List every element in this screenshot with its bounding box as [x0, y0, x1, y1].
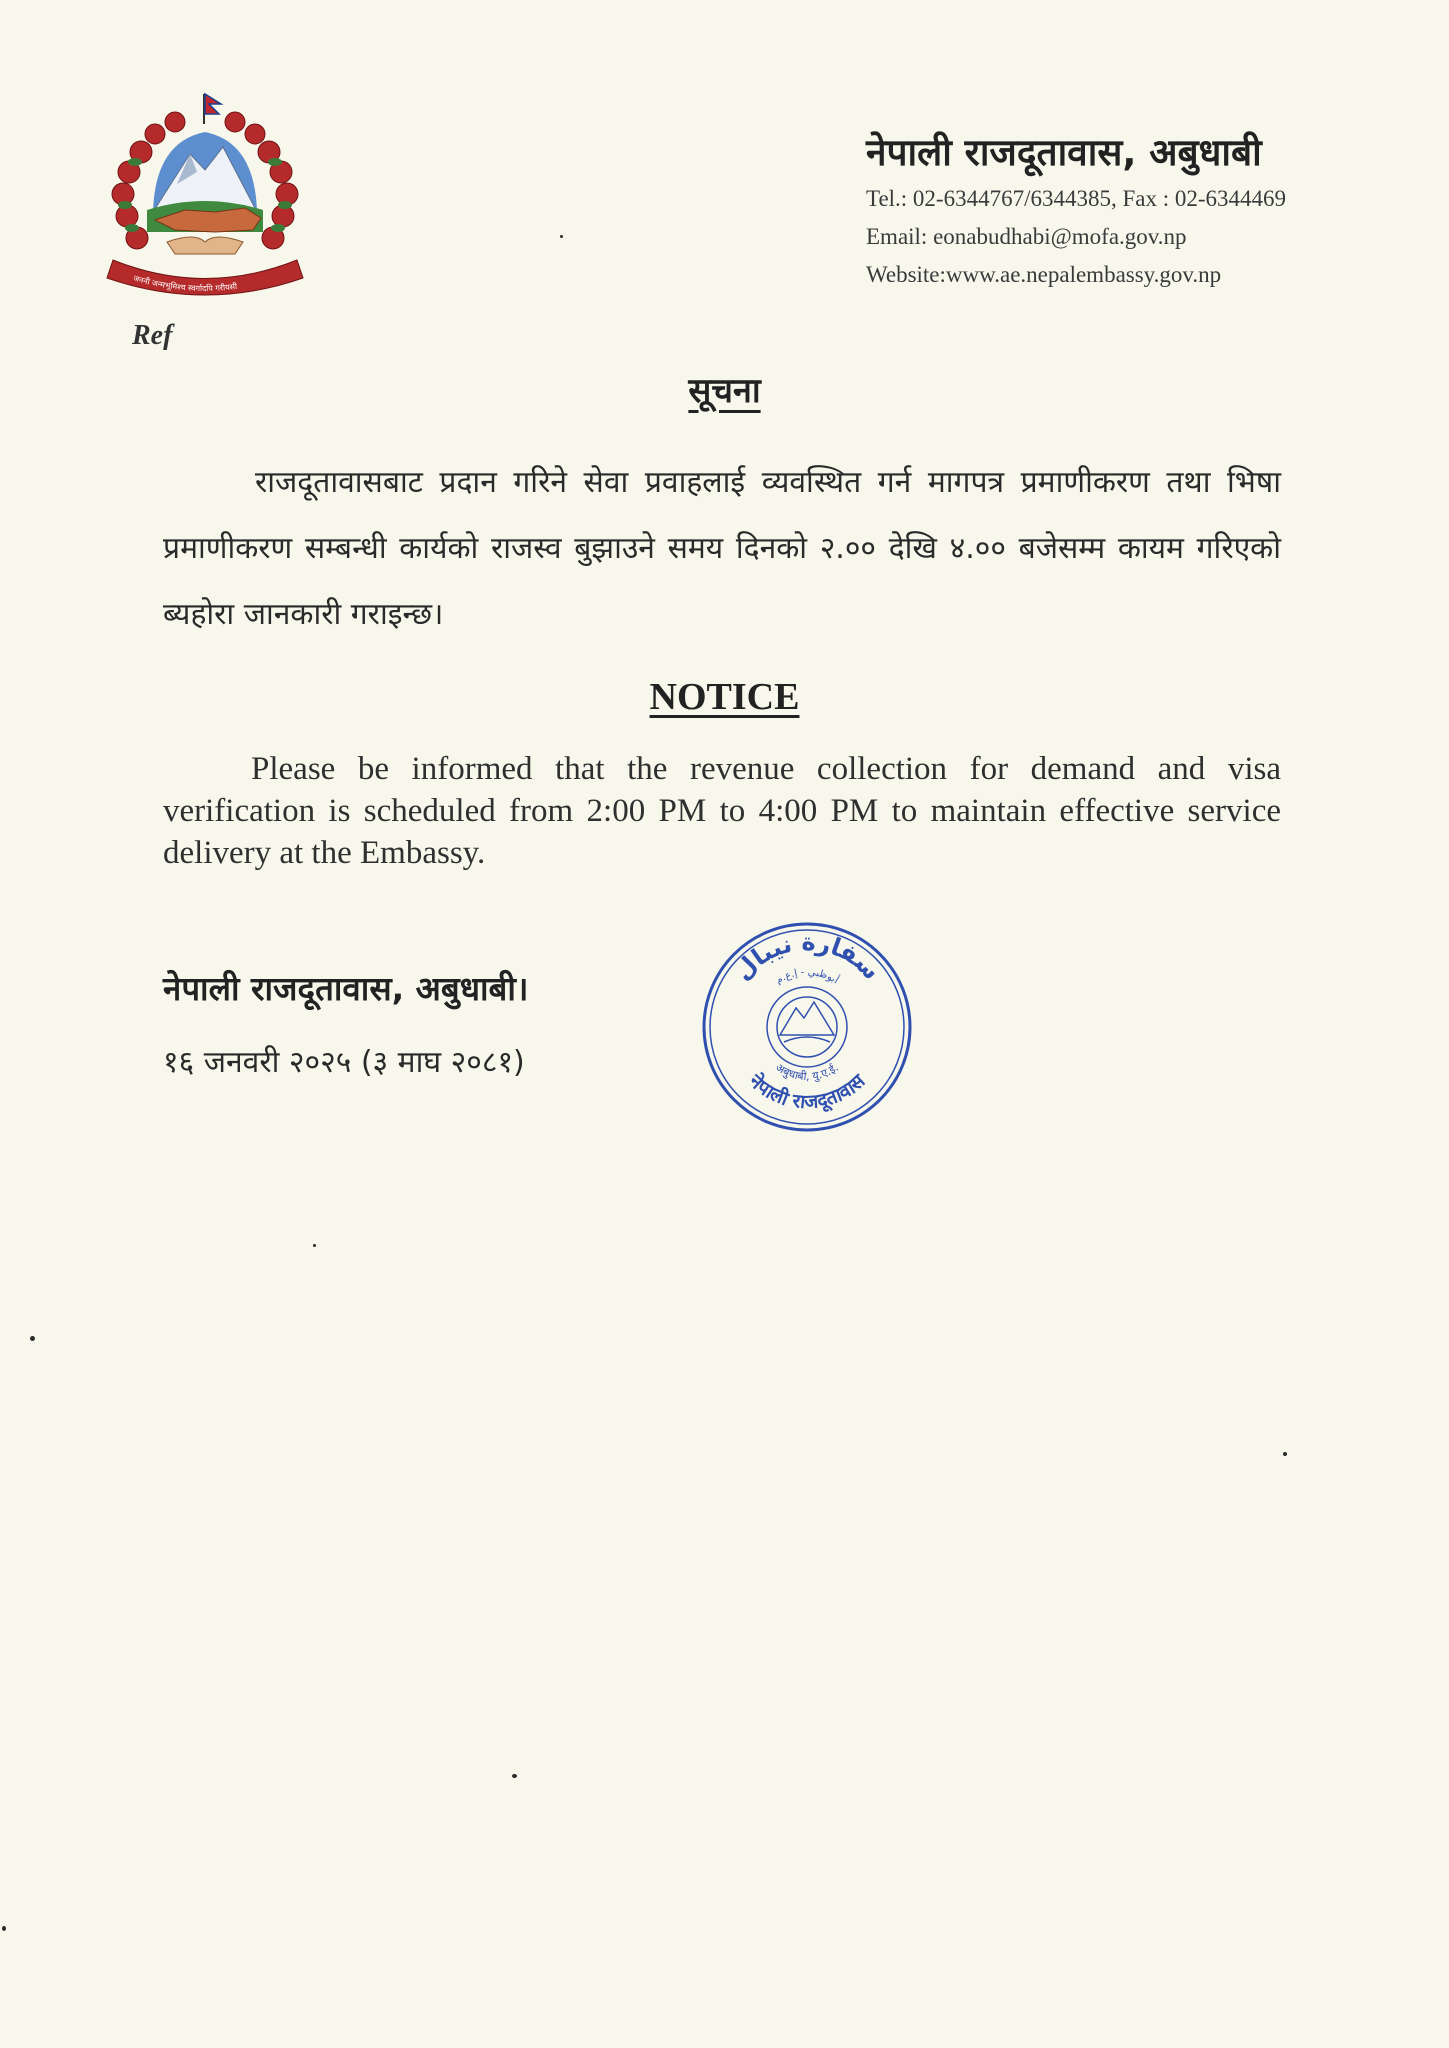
ref-label: Ref [132, 320, 173, 351]
scan-speck [1283, 1452, 1287, 1456]
letterhead-title: नेपाली राजदूतावास, अबुधाबी [866, 131, 1262, 174]
scan-speck [30, 1336, 35, 1341]
svg-text:أبوظبي - إ.ع.م [774, 967, 842, 987]
english-notice-body: Please be informed that the revenue collection for demand and visa verification is scheduled from 2:00 PM to 4:00 PM to maintain effective service delivery at the Embassy. [163, 751, 1281, 871]
letterhead [866, 125, 1386, 300]
stamp-arabic-city: أبوظبي - إ.ع.م [773, 966, 841, 987]
nepali-heading-text: सूचना [688, 371, 761, 411]
scan-speck [512, 1774, 517, 1778]
scan-speck [560, 235, 563, 238]
letterhead-tel: Tel.: 02-6344767/6344385, Fax : 02-6344469 [866, 186, 1287, 211]
scan-speck [2, 1926, 6, 1931]
stamp-arabic-text: سفارة نيبال [728, 927, 886, 986]
letterhead-email: Email: eonabudhabi@mofa.gov.np [866, 224, 1187, 249]
signature-date: १६ जनवरी २०२५ (३ माघ २०८१) [163, 1045, 525, 1080]
svg-text:अबुधाबी, यु.ए.ई. [773, 1061, 841, 1083]
nepali-notice-body: राजदूतावासबाट प्रदान गरिने सेवा प्रवाहलाई व्यवस्थित गर्न मागपत्र प्रमाणीकरण तथा भिषा प्रमाणीकरण सम्बन्धी कार्यको राजस्व बुझाउने समय दिनको २.०० देखि ४.०० बजेसम्म कायम गरिएको ब्यहोरा जानकारी गराइन्छ। [163, 465, 1281, 632]
stamp-nepali-city: अबुधाबी, यु.ए.ई. [773, 1060, 841, 1084]
nepali-notice-heading [0, 366, 1449, 412]
embassy-seal-icon [700, 920, 915, 1135]
signature-name: नेपाली राजदूतावास, अबुधाबी। [163, 969, 529, 1008]
letterhead-website: Website:www.ae.nepalembassy.gov.np [866, 262, 1222, 287]
english-heading-text: NOTICE [649, 676, 800, 718]
svg-text:जननी जन्मभूमिश्च स्वर्गादपि गर: जननी जन्मभूमिश्च स्वर्गादपि गरीयसी [132, 273, 238, 294]
scan-speck [313, 1244, 316, 1247]
stamp-nepali-text: नेपाली राजदूतावास [744, 1070, 870, 1114]
nepal-coat-of-arms-icon [95, 92, 315, 302]
english-notice-heading [0, 675, 1449, 719]
